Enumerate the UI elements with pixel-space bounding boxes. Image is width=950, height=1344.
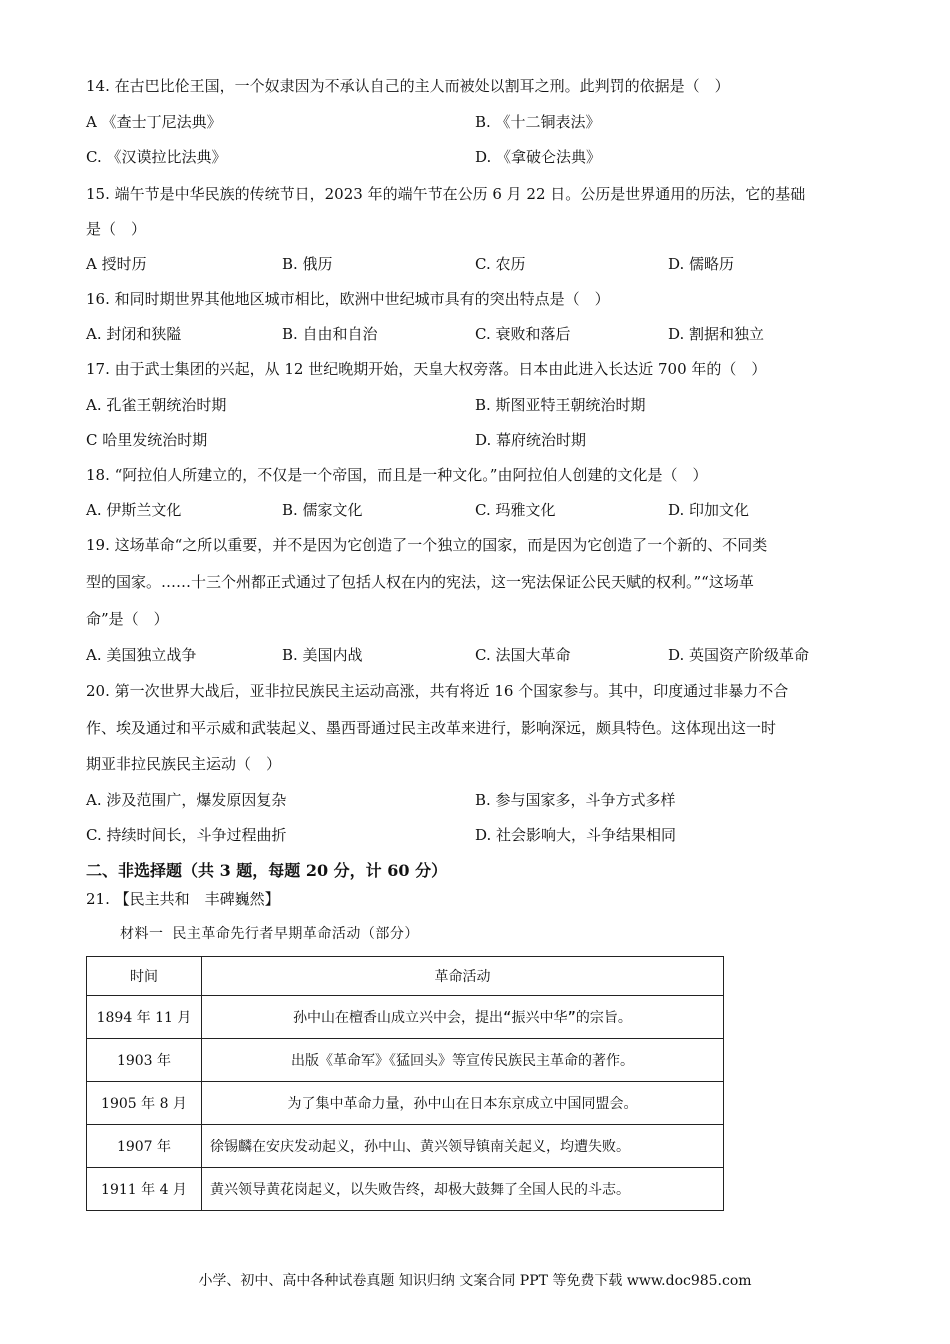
question-19-stem-line1: 19. 这场革命“之所以重要，并不是因为它创造了一个独立的国家，而是因为它创造了一个新的、不同类 (86, 536, 768, 554)
table-row (87, 1082, 724, 1125)
table-cell-time: 1894 年 11 月 (87, 996, 202, 1039)
question-21-title: 21. 【民主共和 丰碑巍然】 (86, 890, 280, 908)
q16-option-d: D. 割据和独立 (668, 325, 765, 343)
table-cell-activity: 为了集中革命力量，孙中山在日本东京成立中国同盟会。 (202, 1082, 724, 1125)
q20-option-d: D. 社会影响大，斗争结果相同 (475, 826, 677, 844)
q19-option-c: C. 法国大革命 (475, 646, 571, 664)
question-15-stem-line1: 15. 端午节是中华民族的传统节日，2023 年的端午节在公历 6 月 22 日。公历是世界通用的历法，它的基础 (86, 185, 806, 203)
q20-option-b: B. 参与国家多，斗争方式多样 (475, 791, 676, 809)
q15-option-a: A 授时历 (86, 255, 147, 273)
q17-option-b: B. 斯图亚特王朝统治时期 (475, 396, 646, 414)
question-20-stem-line2: 作、埃及通过和平示威和武装起义、墨西哥通过民主改革来进行，影响深远，颇具特色。这体现出这一时 (86, 719, 777, 737)
q14-option-a: A 《查士丁尼法典》 (86, 113, 222, 131)
q16-option-b: B. 自由和自治 (282, 325, 378, 343)
q16-option-a: A. 封闭和狭隘 (86, 325, 182, 343)
q19-option-a: A. 美国独立战争 (86, 646, 197, 664)
question-20-stem-line3: 期亚非拉民族民主运动（ ） (86, 755, 282, 773)
table-header-activity: 革命活动 (202, 957, 724, 996)
q14-option-b: B. 《十二铜表法》 (475, 113, 601, 131)
q20-option-a: A. 涉及范围广，爆发原因复杂 (86, 791, 287, 809)
table-cell-activity: 出版《革命军》《猛回头》等宣传民族民主革命的著作。 (202, 1039, 724, 1082)
question-19-stem-line3: 命”是（ ） (86, 610, 169, 628)
q17-option-d: D. 幕府统治时期 (475, 431, 587, 449)
question-19-stem-line2: 型的国家。……十三个州都正式通过了包括人权在内的宪法，这一宪法保证公民天赋的权利。”“这场革 (86, 573, 754, 591)
q18-option-d: D. 印加文化 (668, 501, 750, 519)
table-cell-time: 1907 年 (87, 1125, 202, 1168)
q15-option-b: B. 俄历 (282, 255, 333, 273)
table-row (87, 996, 724, 1039)
table-row (87, 1125, 724, 1168)
section-2-title: 二、非选择题（共 3 题，每题 20 分，计 60 分） (86, 861, 448, 880)
q17-option-c: C 哈里发统治时期 (86, 431, 208, 449)
q18-option-b: B. 儒家文化 (282, 501, 363, 519)
question-20-stem-line1: 20. 第一次世界大战后，亚非拉民族民主运动高涨，共有将近 16 个国家参与。其中，印度通过非暴力不合 (86, 682, 789, 700)
question-17-stem: 17. 由于武士集团的兴起，从 12 世纪晚期开始，天皇大权旁落。日本由此进入长达近 700 年的（ ） (86, 360, 767, 378)
q18-option-c: C. 玛雅文化 (475, 501, 556, 519)
table-row (87, 1168, 724, 1211)
q18-option-a: A. 伊斯兰文化 (86, 501, 182, 519)
material-1-caption: 材料一 民主革命先行者早期革命活动（部分） (120, 926, 419, 942)
table-cell-activity: 徐锡麟在安庆发动起义，孙中山、黄兴领导镇南关起义，均遭失败。 (202, 1125, 724, 1168)
table-cell-time: 1911 年 4 月 (87, 1168, 202, 1211)
q16-option-c: C. 衰败和落后 (475, 325, 571, 343)
table-row (87, 1039, 724, 1082)
q14-option-d: D. 《拿破仑法典》 (475, 148, 602, 166)
question-15-stem-line2: 是（ ） (86, 220, 147, 238)
q17-option-a: A. 孔雀王朝统治时期 (86, 396, 227, 414)
q14-option-c: C. 《汉谟拉比法典》 (86, 148, 227, 166)
q20-option-c: C. 持续时间长，斗争过程曲折 (86, 826, 287, 844)
table-cell-time: 1903 年 (87, 1039, 202, 1082)
q19-option-d: D. 英国资产阶级革命 (668, 646, 810, 664)
q15-option-c: C. 农历 (475, 255, 526, 273)
question-18-stem: 18. “阿拉伯人所建立的，不仅是一个帝国，而且是一种文化。”由阿拉伯人创建的文化是（ ） (86, 466, 708, 484)
table-cell-time: 1905 年 8 月 (87, 1082, 202, 1125)
page-footer: 小学、初中、高中各种试卷真题 知识归纳 文案合同 PPT 等免费下载 www.doc985.com (198, 1273, 752, 1289)
question-14-stem: 14. 在古巴比伦王国，一个奴隶因为不承认自己的主人而被处以割耳之刑。此判罚的依据是（ ） (86, 77, 730, 95)
table-cell-activity: 孙中山在檀香山成立兴中会，提出“振兴中华”的宗旨。 (202, 996, 724, 1039)
table-header-time: 时间 (87, 957, 202, 996)
table-cell-activity: 黄兴领导黄花岗起义，以失败告终，却极大鼓舞了全国人民的斗志。 (202, 1168, 724, 1211)
revolution-activities-table (86, 956, 724, 1211)
question-16-stem: 16. 和同时期世界其他地区城市相比，欧洲中世纪城市具有的突出特点是（ ） (86, 290, 610, 308)
q15-option-d: D. 儒略历 (668, 255, 735, 273)
table-header-row (87, 957, 724, 996)
q19-option-b: B. 美国内战 (282, 646, 363, 664)
